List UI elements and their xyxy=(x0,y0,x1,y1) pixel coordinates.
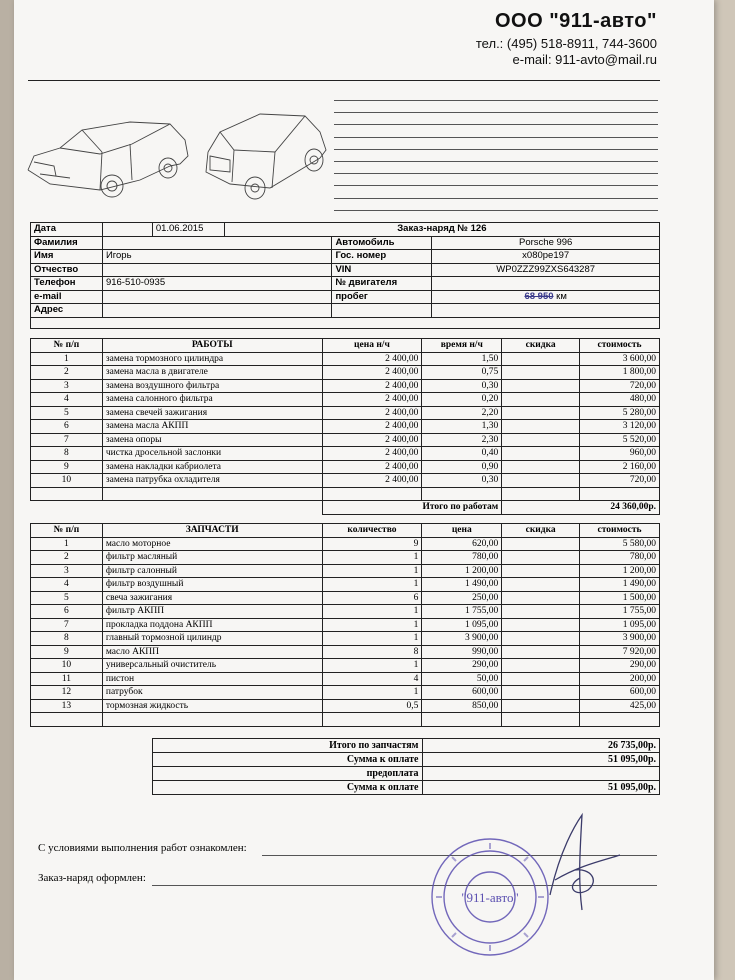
works-row xyxy=(31,406,660,420)
parts-cell: 600,00 xyxy=(580,686,660,700)
surname-value xyxy=(102,236,332,250)
works-cell: 2 400,00 xyxy=(322,420,422,434)
parts-cell: 5 580,00 xyxy=(580,537,660,551)
parts-cell: 1 xyxy=(322,659,422,673)
works-cell: 1 800,00 xyxy=(580,366,660,380)
works-cell: 5 280,00 xyxy=(580,406,660,420)
client-info-table xyxy=(30,222,660,329)
works-row xyxy=(31,474,660,488)
works-cell: 0,90 xyxy=(422,460,502,474)
plate-label: Гос. номер xyxy=(332,250,432,264)
parts-cell xyxy=(502,618,580,632)
parts-cell xyxy=(502,632,580,646)
parts-cell: свеча зажигания xyxy=(102,591,322,605)
parts-cell: 50,00 xyxy=(422,672,502,686)
vin-value: WP0ZZZ99ZXS643287 xyxy=(432,263,660,277)
parts-row xyxy=(31,564,660,578)
parts-cell: 11 xyxy=(31,672,103,686)
parts-cell xyxy=(502,686,580,700)
works-table xyxy=(30,338,660,515)
parts-cell: 8 xyxy=(31,632,103,646)
prepay-label: предоплата xyxy=(153,767,423,781)
works-cell: 4 xyxy=(31,393,103,407)
parts-row xyxy=(31,699,660,713)
works-cell: 0,30 xyxy=(422,379,502,393)
parts-cell: фильтр салонный xyxy=(102,564,322,578)
vin-label: VIN xyxy=(332,263,432,277)
parts-cell: 425,00 xyxy=(580,699,660,713)
parts-cell: 4 xyxy=(322,672,422,686)
works-total-label: Итого по работам xyxy=(322,501,502,515)
parts-cell: 1 xyxy=(322,564,422,578)
parts-cell: патрубок xyxy=(102,686,322,700)
parts-cell: 3 xyxy=(31,564,103,578)
parts-cell: 780,00 xyxy=(422,551,502,565)
parts-row xyxy=(31,605,660,619)
parts-cell xyxy=(502,645,580,659)
parts-cell xyxy=(502,551,580,565)
parts-cell xyxy=(502,591,580,605)
works-cell: замена воздушного фильтра xyxy=(102,379,322,393)
works-cell: 3 600,00 xyxy=(580,352,660,366)
parts-cell: фильтр масляный xyxy=(102,551,322,565)
parts-cell: 8 xyxy=(322,645,422,659)
parts-row xyxy=(31,672,660,686)
parts-cell: 6 xyxy=(31,605,103,619)
parts-row xyxy=(31,537,660,551)
works-header-3: время н/ч xyxy=(422,339,502,353)
works-cell xyxy=(502,433,580,447)
address-label: Адрес xyxy=(31,304,103,318)
works-cell: 2 400,00 xyxy=(322,393,422,407)
works-cell: 8 xyxy=(31,447,103,461)
parts-row xyxy=(31,551,660,565)
works-total-value: 24 360,00р. xyxy=(502,501,660,515)
name-label: Имя xyxy=(31,250,103,264)
parts-cell: масло АКПП xyxy=(102,645,322,659)
works-header-0: № п/п xyxy=(31,339,103,353)
works-cell: замена опоры xyxy=(102,433,322,447)
works-cell: замена масла АКПП xyxy=(102,420,322,434)
works-cell: 2,20 xyxy=(422,406,502,420)
parts-header-row xyxy=(31,524,660,538)
works-cell: замена салонного фильтра xyxy=(102,393,322,407)
plate-value: х080ре197 xyxy=(432,250,660,264)
works-cell: 2 400,00 xyxy=(322,406,422,420)
works-cell: замена масла в двигателе xyxy=(102,366,322,380)
address-value xyxy=(102,304,332,318)
works-cell: 1,50 xyxy=(422,352,502,366)
parts-header-3: цена xyxy=(422,524,502,538)
parts-cell: 620,00 xyxy=(422,537,502,551)
works-cell xyxy=(502,379,580,393)
parts-cell: 9 xyxy=(322,537,422,551)
parts-cell: 250,00 xyxy=(422,591,502,605)
parts-cell: 1 xyxy=(322,632,422,646)
engine-value xyxy=(432,277,660,291)
works-cell: 2 400,00 xyxy=(322,460,422,474)
works-cell: 1,30 xyxy=(422,420,502,434)
due2-value: 51 095,00р. xyxy=(422,781,660,795)
works-cell: 0,30 xyxy=(422,474,502,488)
parts-cell: 1 490,00 xyxy=(580,578,660,592)
acknowledged-label: С условиями выполнения работ ознакомлен: xyxy=(38,842,247,854)
phone-label: Телефон xyxy=(31,277,103,291)
email-label: e-mail xyxy=(31,290,103,304)
parts-cell: 850,00 xyxy=(422,699,502,713)
parts-cell xyxy=(502,564,580,578)
works-row xyxy=(31,366,660,380)
works-cell xyxy=(502,366,580,380)
works-cell: 2,30 xyxy=(422,433,502,447)
notes-lines xyxy=(334,100,658,222)
parts-cell: 1 xyxy=(322,618,422,632)
parts-cell: 1 200,00 xyxy=(580,564,660,578)
parts-cell: 12 xyxy=(31,686,103,700)
car-sketch-illustration xyxy=(20,92,340,217)
mileage-value: 68 950 xyxy=(524,290,554,302)
parts-row xyxy=(31,578,660,592)
totals-table xyxy=(152,738,660,795)
works-cell: 2 400,00 xyxy=(322,447,422,461)
works-cell: чистка дросельной заслонки xyxy=(102,447,322,461)
parts-cell: 1 xyxy=(322,578,422,592)
parts-cell: 200,00 xyxy=(580,672,660,686)
works-row xyxy=(31,447,660,461)
parts-cell: универсальный очиститель xyxy=(102,659,322,673)
works-cell: 5 xyxy=(31,406,103,420)
works-cell: 6 xyxy=(31,420,103,434)
parts-cell: 780,00 xyxy=(580,551,660,565)
works-cell: 720,00 xyxy=(580,379,660,393)
parts-cell: фильтр АКПП xyxy=(102,605,322,619)
email-value xyxy=(102,290,332,304)
parts-header-0: № п/п xyxy=(31,524,103,538)
phone-value: 916-510-0935 xyxy=(102,277,332,291)
parts-cell: 1 200,00 xyxy=(422,564,502,578)
parts-cell: 7 xyxy=(31,618,103,632)
order-title: Заказ-наряд № 126 xyxy=(224,223,659,237)
works-cell xyxy=(502,352,580,366)
parts-cell: 1 xyxy=(322,686,422,700)
works-row xyxy=(31,420,660,434)
works-cell: 1 xyxy=(31,352,103,366)
car-value: Porsche 996 xyxy=(432,236,660,250)
company-phone: тел.: (495) 518-8911, 744-3600 xyxy=(475,36,657,51)
parts-cell: 4 xyxy=(31,578,103,592)
parts-cell: 9 xyxy=(31,645,103,659)
parts-cell xyxy=(502,672,580,686)
parts-cell xyxy=(502,659,580,673)
parts-cell: фильтр воздушный xyxy=(102,578,322,592)
parts-header-2: количество xyxy=(322,524,422,538)
parts-row xyxy=(31,632,660,646)
works-cell: 0,40 xyxy=(422,447,502,461)
works-cell xyxy=(502,447,580,461)
background-edge xyxy=(0,0,14,980)
works-row xyxy=(31,379,660,393)
works-cell: 2 160,00 xyxy=(580,460,660,474)
parts-header-4: скидка xyxy=(502,524,580,538)
works-cell: 2 400,00 xyxy=(322,352,422,366)
works-cell: 960,00 xyxy=(580,447,660,461)
works-cell: 7 xyxy=(31,433,103,447)
parts-cell: 990,00 xyxy=(422,645,502,659)
parts-cell: пистон xyxy=(102,672,322,686)
parts-cell: 1 xyxy=(322,605,422,619)
works-header-5: стоимость xyxy=(580,339,660,353)
works-header-1: РАБОТЫ xyxy=(102,339,322,353)
mileage-label: пробег xyxy=(332,290,432,304)
parts-cell: 1 490,00 xyxy=(422,578,502,592)
works-cell xyxy=(502,460,580,474)
works-header-4: скидка xyxy=(502,339,580,353)
works-cell: 10 xyxy=(31,474,103,488)
due2-label: Сумма к оплате xyxy=(153,781,423,795)
parts-cell: 1 755,00 xyxy=(422,605,502,619)
parts-cell: 3 900,00 xyxy=(422,632,502,646)
parts-cell: 290,00 xyxy=(580,659,660,673)
parts-cell: 7 920,00 xyxy=(580,645,660,659)
company-name: ООО "911-авто" xyxy=(494,10,657,32)
handwritten-signature xyxy=(520,810,630,920)
patronymic-label: Отчество xyxy=(31,263,103,277)
works-cell: 720,00 xyxy=(580,474,660,488)
works-cell xyxy=(502,420,580,434)
header-divider xyxy=(28,80,660,81)
prepay-value xyxy=(422,767,660,781)
parts-cell: 1 500,00 xyxy=(580,591,660,605)
works-row xyxy=(31,460,660,474)
works-cell xyxy=(502,474,580,488)
works-cell: 0,75 xyxy=(422,366,502,380)
works-cell: 0,20 xyxy=(422,393,502,407)
parts-row xyxy=(31,591,660,605)
parts-cell: 1 755,00 xyxy=(580,605,660,619)
parts-cell: масло моторное xyxy=(102,537,322,551)
parts-cell xyxy=(502,578,580,592)
parts-cell: 1 095,00 xyxy=(580,618,660,632)
works-row xyxy=(31,352,660,366)
mileage-unit: км xyxy=(556,290,567,302)
parts-row xyxy=(31,645,660,659)
issued-label: Заказ-наряд оформлен: xyxy=(38,872,146,884)
works-cell: замена патрубка охладителя xyxy=(102,474,322,488)
parts-row xyxy=(31,659,660,673)
works-header-2: цена н/ч xyxy=(322,339,422,353)
parts-header-1: ЗАПЧАСТИ xyxy=(102,524,322,538)
works-cell: 3 120,00 xyxy=(580,420,660,434)
works-cell: 2 400,00 xyxy=(322,474,422,488)
parts-cell: 600,00 xyxy=(422,686,502,700)
date-label: Дата xyxy=(31,223,103,237)
parts-cell xyxy=(502,605,580,619)
works-cell xyxy=(502,406,580,420)
due-label: Сумма к оплате xyxy=(153,753,423,767)
parts-total-value: 26 735,00р. xyxy=(422,739,660,753)
works-cell: 2 xyxy=(31,366,103,380)
parts-row xyxy=(31,686,660,700)
works-cell: 3 xyxy=(31,379,103,393)
works-cell: 2 400,00 xyxy=(322,433,422,447)
works-cell: 2 400,00 xyxy=(322,379,422,393)
parts-cell: 0,5 xyxy=(322,699,422,713)
parts-cell xyxy=(502,537,580,551)
parts-cell: 3 900,00 xyxy=(580,632,660,646)
parts-header-5: стоимость xyxy=(580,524,660,538)
due-value: 51 095,00р. xyxy=(422,753,660,767)
works-cell: замена свечей зажигания xyxy=(102,406,322,420)
mileage-cell xyxy=(432,290,660,304)
parts-cell: 1 xyxy=(31,537,103,551)
name-value: Игорь xyxy=(102,250,332,264)
car-label: Автомобиль xyxy=(332,236,432,250)
parts-cell: 1 095,00 xyxy=(422,618,502,632)
parts-cell: 10 xyxy=(31,659,103,673)
parts-cell: 13 xyxy=(31,699,103,713)
parts-table xyxy=(30,523,660,727)
parts-cell: прокладка поддона АКПП xyxy=(102,618,322,632)
surname-label: Фамилия xyxy=(31,236,103,250)
parts-cell xyxy=(502,699,580,713)
parts-cell: 1 xyxy=(322,551,422,565)
works-cell xyxy=(502,393,580,407)
works-cell: 2 400,00 xyxy=(322,366,422,380)
parts-cell: 6 xyxy=(322,591,422,605)
works-cell: 9 xyxy=(31,460,103,474)
works-cell: 5 520,00 xyxy=(580,433,660,447)
works-cell: 480,00 xyxy=(580,393,660,407)
date-value: 01.06.2015 xyxy=(152,223,224,237)
works-row xyxy=(31,393,660,407)
works-row xyxy=(31,433,660,447)
parts-cell: 2 xyxy=(31,551,103,565)
engine-label: № двигателя xyxy=(332,277,432,291)
patronymic-value xyxy=(102,263,332,277)
stamp-text: "911-авто" xyxy=(461,890,519,905)
works-cell: замена тормозного цилиндра xyxy=(102,352,322,366)
parts-cell: 5 xyxy=(31,591,103,605)
parts-cell: 290,00 xyxy=(422,659,502,673)
parts-cell: главный тормозной цилиндр xyxy=(102,632,322,646)
company-email: e-mail: 911-avto@mail.ru xyxy=(512,52,657,67)
parts-row xyxy=(31,618,660,632)
parts-total-label: Итого по запчастям xyxy=(153,739,423,753)
parts-cell: тормозная жидкость xyxy=(102,699,322,713)
works-header-row xyxy=(31,339,660,353)
works-cell: замена накладки кабриолета xyxy=(102,460,322,474)
